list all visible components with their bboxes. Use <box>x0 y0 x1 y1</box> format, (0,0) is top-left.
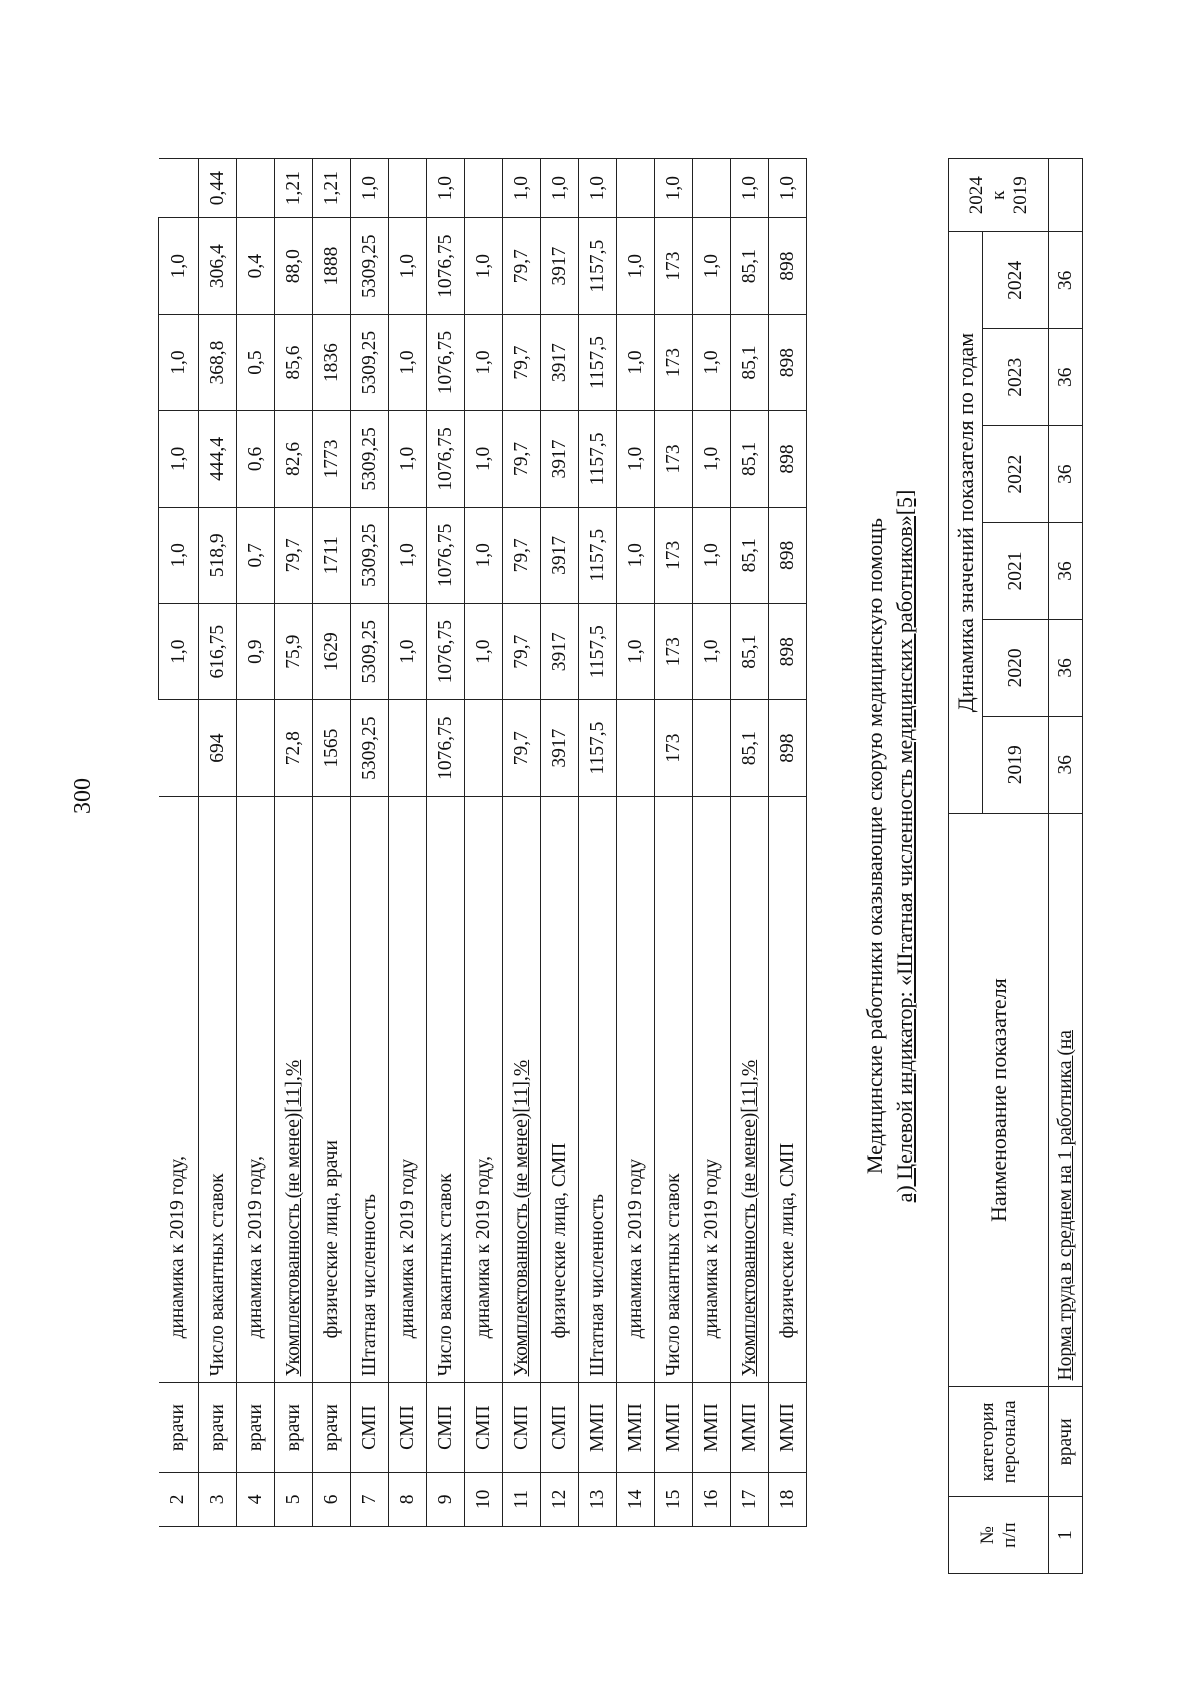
row-category: ММП <box>655 1383 693 1472</box>
row-number: 12 <box>541 1472 579 1526</box>
row-value: 1629 <box>313 604 351 700</box>
table-row <box>427 159 465 1527</box>
row-number: 3 <box>199 1472 237 1526</box>
row-value: 898 <box>769 700 807 796</box>
table2-category-header-line1: категория <box>976 1402 998 1482</box>
row-value: 1157,5 <box>579 604 617 700</box>
row-value: 3917 <box>541 314 579 410</box>
row-value: 85,1 <box>731 218 769 314</box>
row-value: 1711 <box>313 507 351 603</box>
row-ratio <box>465 159 503 218</box>
row-category: СМП <box>427 1383 465 1472</box>
row-value: 5309,25 <box>351 604 389 700</box>
row-value: 3917 <box>541 411 579 507</box>
row-value: 518,9 <box>199 507 237 603</box>
row-indicator-text: физические лица, СМП <box>776 1142 798 1339</box>
table-row <box>731 159 769 1527</box>
table-row <box>579 159 617 1527</box>
row-indicator <box>237 796 275 1383</box>
row-indicator <box>351 796 389 1383</box>
row-ratio: 1,0 <box>503 159 541 218</box>
row-value: 173 <box>655 314 693 410</box>
row-value: 79,7 <box>503 604 541 700</box>
row-value: 3917 <box>541 700 579 796</box>
row-indicator-text: физические лица, СМП <box>548 1142 570 1339</box>
row-indicator <box>427 796 465 1383</box>
table-row <box>199 159 237 1527</box>
row-value <box>237 700 275 796</box>
table-row <box>313 159 351 1527</box>
table2-year-header: 2019 <box>983 716 1049 813</box>
row-value: 85,1 <box>731 411 769 507</box>
row-value: 1,0 <box>693 507 731 603</box>
row-value <box>693 700 731 796</box>
row-value: 79,7 <box>503 700 541 796</box>
row-value: 85,1 <box>731 314 769 410</box>
row-value: 1,0 <box>159 314 199 410</box>
row-value: 306,4 <box>199 218 237 314</box>
row-indicator <box>503 796 541 1383</box>
row-indicator-text: Укомплектованность (не менее)[11],% <box>738 1059 760 1377</box>
row-value: 72,8 <box>275 700 313 796</box>
row-value: 898 <box>769 218 807 314</box>
row-indicator <box>693 796 731 1383</box>
row-value: 79,7 <box>503 314 541 410</box>
table-row <box>693 159 731 1527</box>
row-ratio <box>693 159 731 218</box>
row-value: 1,0 <box>465 507 503 603</box>
row-ratio <box>237 159 275 218</box>
row-value <box>465 700 503 796</box>
row-ratio: 1,0 <box>579 159 617 218</box>
table2-ratio-header-line2: к <box>987 190 1009 200</box>
row-indicator <box>579 796 617 1383</box>
table2-row-indicator <box>1049 813 1083 1387</box>
table-row <box>769 159 807 1527</box>
row-indicator <box>769 796 807 1383</box>
table2-header-row <box>949 159 983 1574</box>
row-value: 1157,5 <box>579 507 617 603</box>
row-value: 1773 <box>313 411 351 507</box>
table2-num-header-line1: № <box>976 1526 998 1545</box>
table2-row-value: 36 <box>1049 619 1083 716</box>
table2-category-header <box>949 1387 1049 1497</box>
row-ratio <box>389 159 427 218</box>
row-value: 0,4 <box>237 218 275 314</box>
row-number: 17 <box>731 1472 769 1526</box>
table2-row-value: 36 <box>1049 523 1083 620</box>
row-indicator-text: динамика к 2019 году, <box>167 1155 189 1339</box>
row-value: 1,0 <box>159 218 199 314</box>
row-ratio: 1,0 <box>427 159 465 218</box>
row-value: 1,0 <box>693 218 731 314</box>
table2-year-header: 2023 <box>983 329 1049 426</box>
row-value: 5309,25 <box>351 411 389 507</box>
row-category: врачи <box>313 1383 351 1472</box>
row-value: 1076,75 <box>427 604 465 700</box>
row-value: 694 <box>199 700 237 796</box>
table-row <box>275 159 313 1527</box>
table2-row-value: 36 <box>1049 329 1083 426</box>
row-value <box>389 700 427 796</box>
row-value: 88,0 <box>275 218 313 314</box>
row-value <box>617 700 655 796</box>
row-ratio <box>617 159 655 218</box>
row-indicator-text: Штатная численность <box>358 1193 380 1377</box>
row-indicator <box>465 796 503 1383</box>
table2-category-header-line2: персонала <box>998 1400 1020 1484</box>
row-number: 4 <box>237 1472 275 1526</box>
table-row <box>503 159 541 1527</box>
row-number: 10 <box>465 1472 503 1526</box>
row-ratio: 1,0 <box>655 159 693 218</box>
row-number: 8 <box>389 1472 427 1526</box>
row-number: 15 <box>655 1472 693 1526</box>
row-number: 7 <box>351 1472 389 1526</box>
row-value: 1,0 <box>693 604 731 700</box>
row-ratio: 1,0 <box>541 159 579 218</box>
row-value: 1,0 <box>389 507 427 603</box>
row-value: 79,7 <box>503 218 541 314</box>
row-value: 1,0 <box>389 604 427 700</box>
row-value: 1,0 <box>159 411 199 507</box>
row-category: ММП <box>579 1383 617 1472</box>
row-category: ММП <box>617 1383 655 1472</box>
table2-dynamics-header: Динамика значений показателя по годам <box>949 232 983 813</box>
row-ratio: 0,44 <box>199 159 237 218</box>
row-indicator-text: динамика к 2019 году, <box>472 1155 494 1339</box>
row-value: 1,0 <box>693 411 731 507</box>
row-value: 3917 <box>541 507 579 603</box>
row-category: СМП <box>389 1383 427 1472</box>
row-value: 75,9 <box>275 604 313 700</box>
row-category: врачи <box>275 1383 313 1472</box>
row-value: 1,0 <box>617 218 655 314</box>
table2-ratio-header-line1: 2024 <box>965 176 987 215</box>
row-value: 1,0 <box>465 314 503 410</box>
row-value: 1,0 <box>465 218 503 314</box>
row-value: 1,0 <box>617 411 655 507</box>
row-value: 5309,25 <box>351 218 389 314</box>
table2-ratio-header-line3: 2019 <box>1009 176 1031 215</box>
row-value: 1,0 <box>389 218 427 314</box>
row-value: 1,0 <box>617 314 655 410</box>
row-value: 3917 <box>541 604 579 700</box>
row-value: 1836 <box>313 314 351 410</box>
row-value: 1157,5 <box>579 411 617 507</box>
row-indicator-text: динамика к 2019 году, <box>244 1155 266 1339</box>
row-indicator-text: динамика к 2019 году <box>700 1158 722 1339</box>
row-indicator-text: физические лица, врачи <box>320 1140 342 1339</box>
row-value: 898 <box>769 314 807 410</box>
row-number: 14 <box>617 1472 655 1526</box>
row-indicator-text: Укомплектованность (не менее)[11],% <box>510 1059 532 1377</box>
table-row <box>237 159 275 1527</box>
table-row <box>465 159 503 1527</box>
row-indicator-text: динамика к 2019 году <box>396 1158 418 1339</box>
table2-num-header <box>949 1497 1049 1574</box>
row-indicator-text: Число вакантных ставок <box>434 1173 456 1377</box>
row-ratio <box>159 159 199 218</box>
table-row <box>655 159 693 1527</box>
row-category: ММП <box>731 1383 769 1472</box>
table2-year-header: 2020 <box>983 619 1049 716</box>
labor-norm-table <box>948 158 1083 1574</box>
row-ratio: 1,0 <box>731 159 769 218</box>
table2-row-ratio <box>1049 159 1083 232</box>
row-value: 1,0 <box>159 507 199 603</box>
table2-year-header: 2021 <box>983 523 1049 620</box>
row-value: 0,7 <box>237 507 275 603</box>
row-number: 16 <box>693 1472 731 1526</box>
row-value: 1,0 <box>389 314 427 410</box>
table2-row-value: 36 <box>1049 232 1083 329</box>
row-number: 11 <box>503 1472 541 1526</box>
section-subheading <box>892 0 918 1692</box>
row-value: 898 <box>769 507 807 603</box>
row-value: 173 <box>655 604 693 700</box>
row-value: 173 <box>655 218 693 314</box>
row-indicator-text: Укомплектованность (не менее)[11],% <box>282 1059 304 1377</box>
row-value: 1,0 <box>159 604 199 700</box>
row-value: 85,1 <box>731 700 769 796</box>
row-ratio: 1,0 <box>351 159 389 218</box>
row-number: 5 <box>275 1472 313 1526</box>
row-value: 5309,25 <box>351 314 389 410</box>
row-value: 173 <box>655 507 693 603</box>
row-value: 79,7 <box>503 411 541 507</box>
row-indicator <box>655 796 693 1383</box>
row-indicator <box>199 796 237 1383</box>
row-value: 898 <box>769 604 807 700</box>
table2-num-header-line2: п/п <box>998 1522 1020 1548</box>
row-value: 79,7 <box>275 507 313 603</box>
table2-row-category: врачи <box>1049 1387 1083 1497</box>
row-value: 0,6 <box>237 411 275 507</box>
row-value <box>159 700 199 796</box>
row-number: 6 <box>313 1472 351 1526</box>
row-category: СМП <box>541 1383 579 1472</box>
table2-indicator-header: Наименование показателя <box>949 813 1049 1387</box>
row-category: ММП <box>693 1383 731 1472</box>
row-number: 18 <box>769 1472 807 1526</box>
row-indicator-text: Число вакантных ставок <box>662 1173 684 1377</box>
table-row <box>351 159 389 1527</box>
row-value: 82,6 <box>275 411 313 507</box>
section-heading: Медицинские работники оказывающие скорую медицинскую помощь <box>862 517 887 1175</box>
table-row <box>617 159 655 1527</box>
row-value: 1,0 <box>465 411 503 507</box>
row-value: 1157,5 <box>579 700 617 796</box>
row-value: 79,7 <box>503 507 541 603</box>
page-number: 300 <box>70 778 96 814</box>
row-indicator <box>159 796 199 1383</box>
row-category: СМП <box>465 1383 503 1472</box>
row-indicator <box>541 796 579 1383</box>
row-category: врачи <box>159 1383 199 1472</box>
row-value: 1076,75 <box>427 314 465 410</box>
row-value: 1,0 <box>617 507 655 603</box>
table2-row-indicator-text: Норма труда в среднем на 1 работника (на <box>1054 1030 1076 1381</box>
row-value: 173 <box>655 700 693 796</box>
row-category: врачи <box>237 1383 275 1472</box>
table-row <box>389 159 427 1527</box>
row-value: 1,0 <box>617 604 655 700</box>
row-value: 1076,75 <box>427 700 465 796</box>
row-value: 3917 <box>541 218 579 314</box>
row-category: СМП <box>503 1383 541 1472</box>
row-number: 13 <box>579 1472 617 1526</box>
row-ratio: 1,0 <box>769 159 807 218</box>
row-value: 1,0 <box>465 604 503 700</box>
row-indicator <box>275 796 313 1383</box>
table2-row <box>1049 159 1083 1574</box>
row-value: 85,1 <box>731 604 769 700</box>
row-value: 1565 <box>313 700 351 796</box>
row-value: 1076,75 <box>427 218 465 314</box>
table2-year-header: 2022 <box>983 426 1049 523</box>
table2-year-header: 2024 <box>983 232 1049 329</box>
row-indicator <box>617 796 655 1383</box>
table2-row-num: 1 <box>1049 1497 1083 1574</box>
row-value: 0,5 <box>237 314 275 410</box>
section-subheading-text: а) Целевой индикатор: «Штатная численность медицинских работников»[5] <box>892 489 917 1203</box>
row-number: 2 <box>159 1472 199 1526</box>
row-indicator <box>731 796 769 1383</box>
row-value: 1,0 <box>389 411 427 507</box>
row-category: ММП <box>769 1383 807 1472</box>
row-value: 173 <box>655 411 693 507</box>
row-value: 616,75 <box>199 604 237 700</box>
row-ratio: 1,21 <box>275 159 313 218</box>
row-value: 5309,25 <box>351 700 389 796</box>
row-value: 1157,5 <box>579 218 617 314</box>
table-row <box>159 159 199 1527</box>
row-value: 444,4 <box>199 411 237 507</box>
row-indicator-text: Число вакантных ставок <box>206 1173 228 1377</box>
table2-ratio-header <box>949 159 1049 232</box>
row-category: врачи <box>199 1383 237 1472</box>
row-category: СМП <box>351 1383 389 1472</box>
row-value: 1888 <box>313 218 351 314</box>
row-value: 1157,5 <box>579 314 617 410</box>
table-row <box>541 159 579 1527</box>
row-indicator <box>389 796 427 1383</box>
row-value: 5309,25 <box>351 507 389 603</box>
table2-row-value: 36 <box>1049 426 1083 523</box>
row-value: 898 <box>769 411 807 507</box>
row-value: 368,8 <box>199 314 237 410</box>
row-indicator <box>313 796 351 1383</box>
row-value: 85,6 <box>275 314 313 410</box>
staffing-table <box>158 158 807 1527</box>
row-value: 85,1 <box>731 507 769 603</box>
row-value: 0,9 <box>237 604 275 700</box>
row-number: 9 <box>427 1472 465 1526</box>
row-indicator-text: динамика к 2019 году <box>624 1158 646 1339</box>
row-value: 1076,75 <box>427 411 465 507</box>
row-ratio: 1,21 <box>313 159 351 218</box>
row-indicator-text: Штатная численность <box>586 1193 608 1377</box>
table2-row-value: 36 <box>1049 716 1083 813</box>
row-value: 1076,75 <box>427 507 465 603</box>
row-value: 1,0 <box>693 314 731 410</box>
